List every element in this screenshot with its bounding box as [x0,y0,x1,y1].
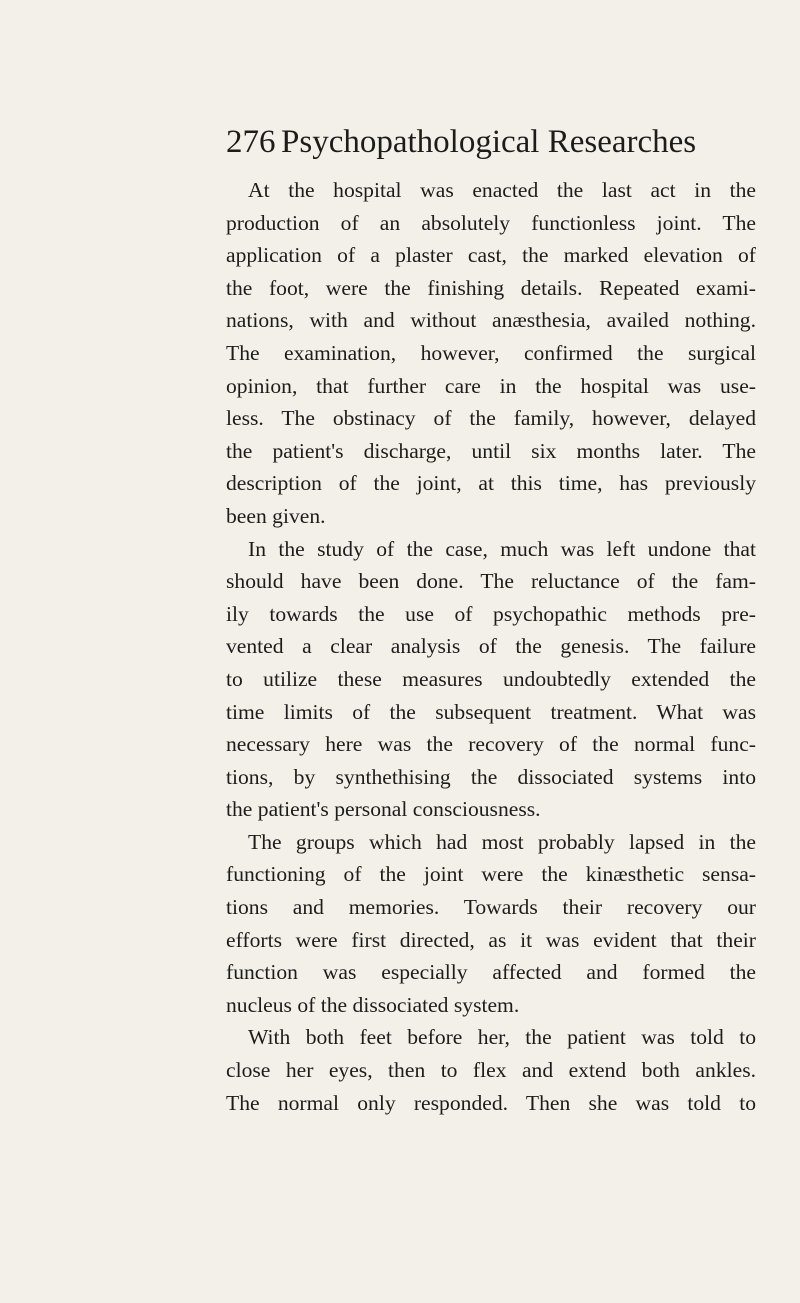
text-line: description of the joint, at this time, has previously [226,471,756,496]
page-number: 276 [226,124,276,160]
text-line: to utilize these measures undoubtedly extended the [226,666,756,691]
text-line: application of a plaster cast, the marked elevation of [226,243,756,268]
text-line: opinion, that further care in the hospital was use- [226,373,756,398]
text-line: necessary here was the recovery of the normal func- [226,732,756,757]
text-line: With both feet before her, the patient was told to [248,1025,756,1050]
text-line: nucleus of the dissociated system. [226,992,520,1017]
text-line: function was especially affected and formed the [226,960,756,985]
text-line: the foot, were the finishing details. Repeated exami- [226,275,756,300]
text-line: ily towards the use of psychopathic methods pre- [226,601,756,626]
text-line: the patient's personal consciousness. [226,797,541,822]
text-line: At the hospital was enacted the last act in the [248,178,756,202]
text-line: the patient's discharge, until six months later. The [226,438,756,463]
text-line: The examination, however, confirmed the surgical [226,340,756,365]
text-line: time limits of the subsequent treatment. What was [226,699,756,724]
text-line: functioning of the joint were the kinæsthetic sensa- [226,862,756,887]
text-line: efforts were first directed, as it was evident that their [226,927,756,952]
text-line: tions, by synthethising the dissociated systems into [226,764,756,789]
text-line: tions and memories. Towards their recovery our [226,895,756,920]
text-line: been given. [226,503,326,528]
text-line: vented a clear analysis of the genesis. The failure [226,634,756,659]
text-line: nations, with and without anæsthesia, availed nothing. [226,308,756,333]
text-line: The normal only responded. Then she was told to [226,1090,756,1115]
text-line: The groups which had most probably lapsed in the [248,829,756,854]
body-text [226,174,756,1119]
running-header [226,118,746,166]
text-line: should have been done. The reluctance of the fam- [226,569,756,594]
text-line: less. The obstinacy of the family, however, delayed [226,406,756,431]
running-title: Psychopathological Researches [281,124,697,160]
text-line: In the study of the case, much was left undone that [248,536,756,561]
text-line: production of an absolutely functionless joint. The [226,210,756,235]
text-line: close her eyes, then to flex and extend both ankles. [226,1058,756,1083]
